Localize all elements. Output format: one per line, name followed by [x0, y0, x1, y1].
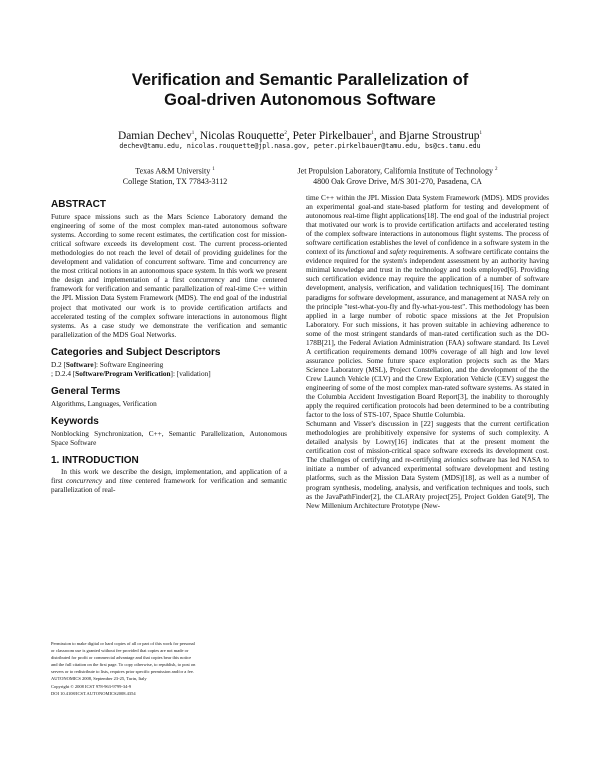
keywords-heading: Keywords — [51, 415, 99, 427]
footnote-line: Copyright © 2008 ICST 978-963-9799-34-9 — [51, 683, 132, 689]
paper-title — [40, 70, 560, 110]
affiliation-mark: 1 — [191, 131, 195, 136]
affiliation-jpl — [250, 165, 545, 187]
title-line-2: Goal-driven Autonomous Software — [164, 91, 436, 109]
introduction-heading: 1. INTRODUCTION — [51, 455, 139, 467]
affiliation-mark: 1 — [212, 167, 215, 172]
body-paragraph-2: Schumann and Visser's discussion in [22] suggests that the current certification methodologies are prohibitively expensive for systems of such complexity. A detailed analysis by Lowry[16] indicates that at the present moment the certification cost of mission-critical space software exceeds its development cost. The challenges of certifying and re-certifying avionics software has led NASA to initiate a number of advanced experimental software development and testing platforms, such as the Mission Data System (MDS)[18], as well as a number of program synthesis, modeling, analysis, and verification techniques and tools, such as the JavaPathFinder[2], the CLARAty project[25], Project Golden Gate[9], The New Millenium Architecture Prototype (New- — [306, 420, 549, 510]
categories-heading: Categories and Subject Descriptors — [51, 346, 221, 358]
author-name: Nicolas Rouquette — [199, 129, 285, 142]
affiliation-mark: 2 — [494, 167, 498, 172]
footnote-line: Permission to make digital or hard copies of all or part of this work for personal — [51, 641, 195, 646]
author-emails: dechev@tamu.edu, nicolas.rouquette@jpl.nasa.gov, peter.pirkelbauer@tamu.edu, bs@cs.tamu.edu — [119, 142, 481, 150]
introduction-paragraph: In this work we describe the design, implementation, and application of a first concurrency and time centered framework for verification and semantic parallelization of real- — [51, 468, 287, 495]
affiliation-mark: 1 — [371, 131, 374, 136]
author-separator: , and — [373, 129, 399, 142]
categories-line-2: ; D.2.4 [Software/Program Verification]: [validation] — [51, 369, 211, 378]
affiliation-tamu — [90, 165, 260, 187]
affiliation-mark: 2 — [284, 131, 287, 136]
author-name: Damian Dechev — [117, 129, 192, 142]
footnote-line: or classroom use is granted without fee provided that copies are not made or — [51, 648, 189, 654]
body-paragraph-1: time C++ within the JPL Mission Data System Framework (MDS). MDS provides an experimental goal-and state-based platform for testing and development of autonomous real-time flight applications[18]. The end goal of the industrial project that motivated our work is to provide certification artifacts and accelerated testing of the complex software interactions in autonomous flight systems. The process of software certification establishes the level of confidence in a software system in the context of its functional and safety requirements. A software certificate contains the evidence required for the system's independent assessment by an authority having minimal knowledge and trust in the technology and tools employed[6]. Providing such certification evidence may require the application of a number of software development, analysis, verification, and validation techniques[16]. The dominant paradigms for software development, assurance, and management at NASA rely on the principle "test-what-you-fly and fly-what-you-test". This methodology has been applied in a large number of robotic space missions at the Jet Propulsion Laboratory. For such missions, it has proven suitable in achieving adherence to some of the most stringent standards of man-rated certification such as the DO-178B[21], the Federal Aviation Administration (FAA) software standard. Its Level A certification requirements demand 100% coverage of all high and low level assurance policies. Some future space exploration projects such as the Mars Science Laboratory (MSL), Project Constellation, and the development of the the Crew Launch Vehicle (CLV) and the Crew Exploration Vehicle (CEV) suggest the engineering of some of the most complex man-rated software systems. As stated in the Columbia Accident Investigation Board Report[3], the inability to thoroughly apply the required certification protocols had been determined to be a contributing factor to the loss of STS-107, Space Shuttle Columbia. — [306, 194, 549, 420]
footnote-line: and the full citation on the first page. To copy otherwise, to republish, to post on — [51, 662, 196, 668]
affiliation-mark: 1 — [479, 131, 483, 136]
author-name: Peter Pirkelbauer — [292, 129, 372, 142]
right-column — [306, 194, 549, 511]
affiliation-name: Texas A&M University — [135, 166, 211, 176]
affiliation-address: College Station, TX 77843-3112 — [122, 176, 228, 186]
author-separator: , — [286, 129, 293, 142]
footnote-line: AUTONOMICS 2008, September 23-25, Turin, Italy — [51, 676, 147, 682]
general-terms-text: Algorithms, Languages, Verification — [51, 399, 157, 408]
author-separator: , — [194, 129, 200, 142]
abstract-heading: ABSTRACT — [51, 199, 106, 210]
footnote-line: servers or to redistribute to lists, requires prior specific permission and/or a fee. — [51, 669, 194, 675]
footnote-line: DOI 10.4108/ICST.AUTONOMICS2008.4354 — [51, 690, 136, 696]
affiliation-name: Jet Propulsion Laboratory, California Institute of Technology — [297, 166, 493, 176]
keywords-text: Nonblocking Synchronization, C++, Semantic Parallelization, Autonomous Space Software — [51, 429, 287, 448]
abstract-text: Future space missions such as the Mars Science Laboratory demand the engineering of some of the most complex man-rated autonomous software systems. According to some recent estimates, the certification cost for mission-critical software exceeds its development cost. The current process-oriented methodologies do not reach the level of detail of providing guidelines for the development and validation of concurrent software. Time and concurrency are the most critical notions in an autonomous space system. In this work we present the design and implementation of a first concurrency and time centered framework for verification and semantic parallelization of real-time C++ within the JPL Mission Data System Framework (MDS). The end goal of the industrial project that motivated our work is to provide certification artifacts and accelerated testing of the complex software interactions in autonomous flight systems. As a case study we demonstrate the verification and semantic parallelization of the MDS Goal Networks. — [51, 213, 287, 339]
copyright-footnote — [51, 640, 291, 697]
affiliation-address: 4800 Oak Grove Drive, M/S 301-270, Pasadena, CA — [313, 176, 482, 186]
author-name: Bjarne Stroustrup — [398, 129, 480, 142]
categories-line-1: D.2 [Software]: Software Engineering — [51, 360, 164, 369]
general-terms-heading: General Terms — [51, 385, 121, 397]
footnote-line: distributed for profit or commercial advantage and that copies bear this notice — [51, 655, 192, 661]
left-column — [51, 198, 287, 495]
title-line-1: Verification and Semantic Parallelization of — [131, 71, 469, 89]
